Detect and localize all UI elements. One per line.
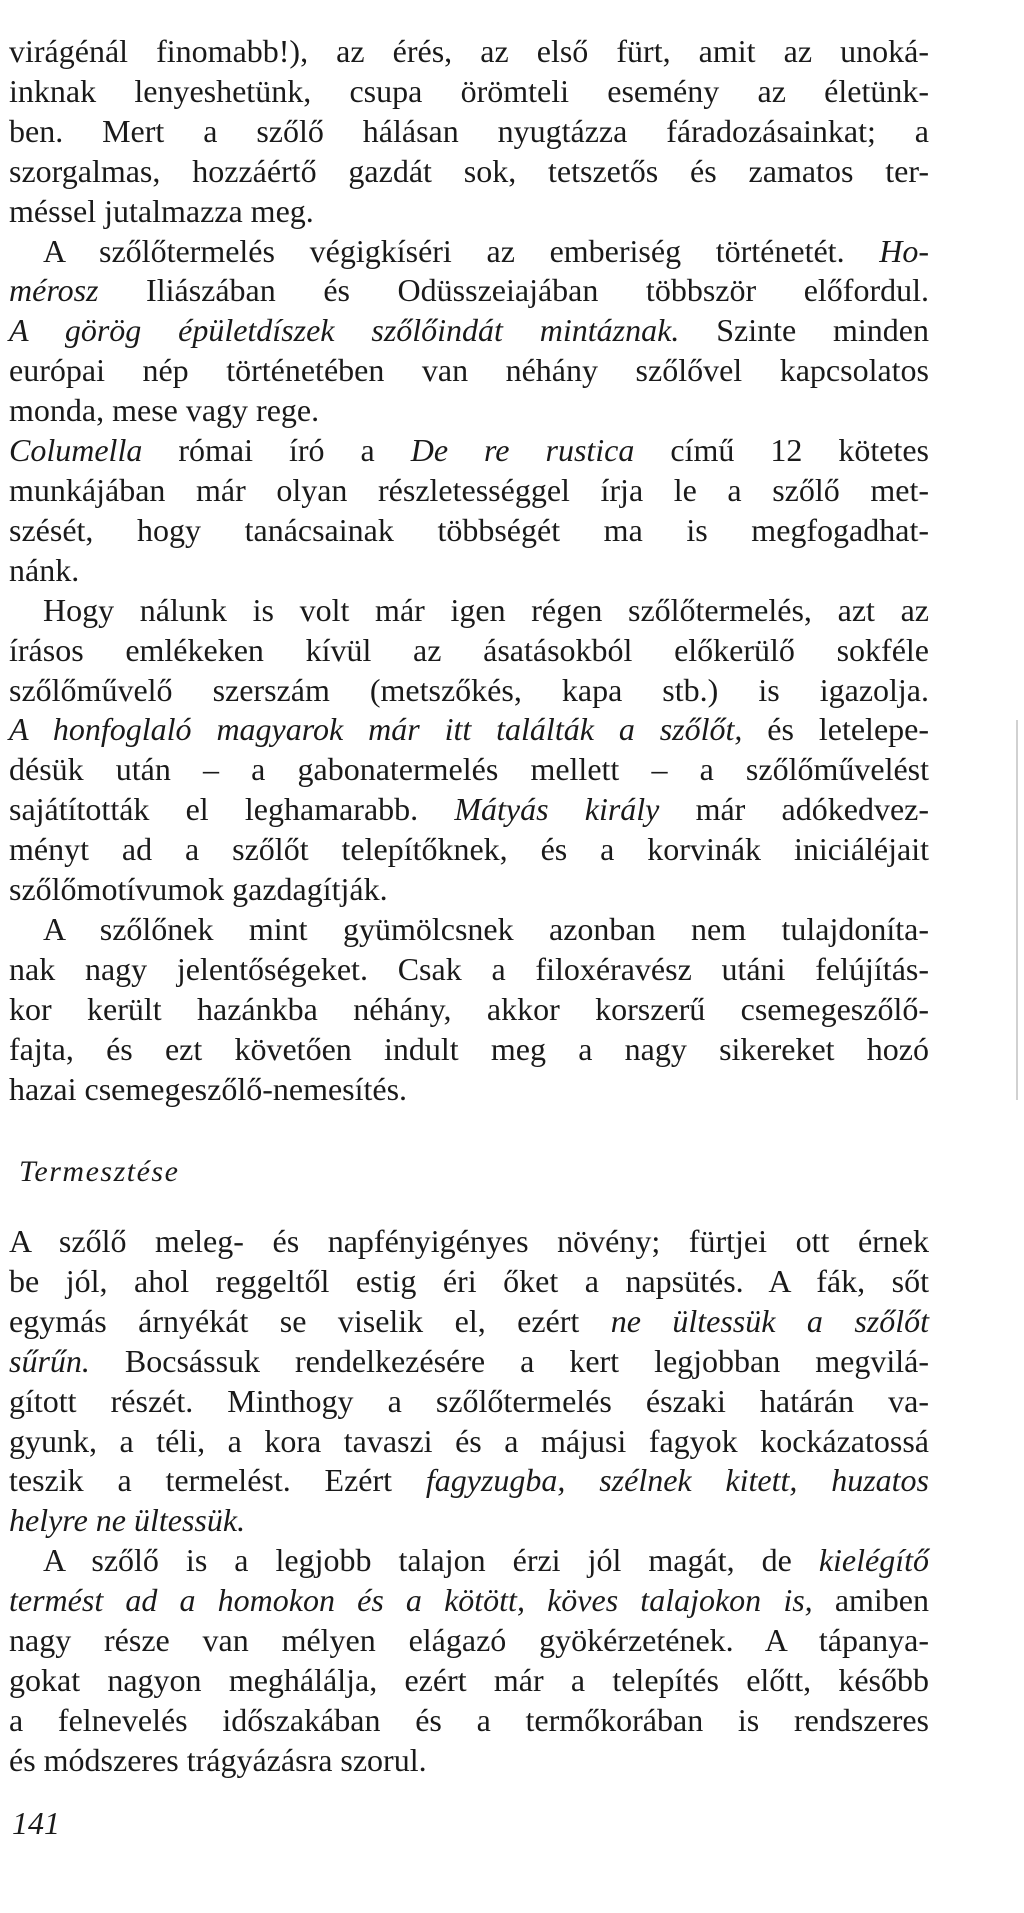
text-run: nak nagy jelentőségeket. Csak a filoxéravész utáni felújítás- xyxy=(9,950,929,987)
page-number: 141 xyxy=(12,1805,60,1841)
text-line xyxy=(9,232,929,272)
text-line xyxy=(9,1030,929,1070)
italic-text: Ho- xyxy=(879,232,929,269)
text-run: gokat nagyon meghálálja, ezért már a telepítés előtt, később xyxy=(9,1661,929,1698)
text-run: munkájában már olyan részletességgel írja le a szőlő met- xyxy=(9,471,929,508)
text-run: amiben xyxy=(812,1582,930,1619)
text-line xyxy=(9,471,929,511)
italic-text: fagyzugba, szélnek kitett, huzatos xyxy=(425,1462,930,1499)
text-line xyxy=(9,351,929,391)
italic-text: helyre ne ültessük. xyxy=(9,1502,246,1539)
text-line xyxy=(9,830,929,870)
text-run: szését, hogy tanácsainak többségét ma is megfogadhat- xyxy=(9,511,929,548)
text-line xyxy=(9,1262,929,1302)
text-line xyxy=(9,152,929,192)
text-run: méssel jutalmazza meg. xyxy=(9,192,314,229)
text-line xyxy=(9,591,929,631)
text-line xyxy=(9,990,929,1030)
italic-text: A honfoglaló magyarok már itt találták a szőlőt, xyxy=(9,711,743,748)
text-run: A szőlő meleg- és napfényigényes növény; fürtjei ott érnek xyxy=(9,1223,929,1259)
text-line xyxy=(9,271,929,311)
text-line xyxy=(9,1382,929,1422)
scan-edge-mark xyxy=(1016,720,1018,1100)
text-line xyxy=(9,671,929,711)
text-run: és letelepe- xyxy=(742,711,930,748)
text-line xyxy=(9,1422,929,1462)
text-run: már adókedvez- xyxy=(659,791,930,828)
text-run: gyunk, a téli, a kora tavaszi és a májusi fagyok kockázatossá xyxy=(9,1422,929,1459)
italic-text: ne ültessük a szőlőt xyxy=(610,1302,930,1339)
text-run: a felnevelés időszakában és a termőkorában is rendszeres xyxy=(9,1701,929,1738)
text-run: monda, mese vagy rege. xyxy=(9,392,320,429)
text-line xyxy=(9,1222,929,1262)
italic-text: sűrűn. xyxy=(9,1342,90,1379)
italic-text: De re rustica xyxy=(410,432,635,469)
text-line xyxy=(9,1541,929,1581)
text-line xyxy=(9,1461,929,1501)
text-run: Iliászában és Odüsszeiajában többször előfordul. xyxy=(98,272,929,309)
text-run: hazai csemegeszőlő-nemesítés. xyxy=(9,1070,408,1107)
text-line xyxy=(9,790,929,830)
body-text-cultivation xyxy=(9,1222,929,1781)
text-line xyxy=(9,710,929,750)
text-line xyxy=(9,32,929,72)
text-run: ményt ad a szőlőt telepítőknek, és a korvinák iniciáléjait xyxy=(9,831,929,868)
text-line xyxy=(9,551,929,591)
text-run: írásos emlékeken kívül az ásatásokból előkerülő sokféle xyxy=(9,631,929,668)
text-run: ben. Mert a szőlő hálásan nyugtázza fáradozásainkat; a xyxy=(9,112,929,149)
italic-text: A görög épületdíszek szőlőindát mintáznak. xyxy=(9,312,680,349)
text-run: désük után – a gabonatermelés mellett – a szőlőművelést xyxy=(9,751,929,788)
text-line xyxy=(9,631,929,671)
text-run: A szőlőtermelés végigkíséri az emberiség történetét. xyxy=(43,232,880,269)
text-line xyxy=(9,1741,929,1781)
text-line xyxy=(9,1661,929,1701)
text-run: szőlőművelő szerszám (metszőkés, kapa stb.) is igazolja. xyxy=(9,671,929,708)
text-run: A szőlő is a legjobb talajon érzi jól magát, de xyxy=(43,1542,819,1579)
text-line xyxy=(9,1701,929,1741)
body-text-history xyxy=(9,32,929,1109)
text-run: Hogy nálunk is volt már igen régen szőlőtermelés, azt az xyxy=(43,591,929,628)
text-run: virágénál finomabb!), az érés, az első fürt, amit az unoká- xyxy=(9,33,929,69)
text-run: szőlőmotívumok gazdagítják. xyxy=(9,871,388,908)
text-line xyxy=(9,870,929,910)
text-line xyxy=(9,72,929,112)
text-run: szorgalmas, hozzáértő gazdát sok, tetszetős és zamatos ter- xyxy=(9,152,929,189)
text-run: Szinte minden xyxy=(679,312,930,349)
text-run: nánk. xyxy=(9,551,80,588)
italic-text: termést ad a homokon és a kötött, köves talajokon is, xyxy=(9,1582,813,1619)
text-line xyxy=(9,431,929,471)
text-run: teszik a termelést. Ezért xyxy=(9,1462,426,1499)
text-line xyxy=(9,311,929,351)
text-run: A szőlőnek mint gyümölcsnek azonban nem tulajdoníta- xyxy=(43,910,929,947)
text-line xyxy=(9,1070,929,1110)
text-run: sajátították el leghamarabb. xyxy=(9,791,455,828)
text-run: fajta, és ezt követően indult meg a nagy sikereket hozó xyxy=(9,1030,929,1067)
italic-text: kielégítő xyxy=(818,1542,929,1579)
text-run: európai nép történetében van néhány szőlővel kapcsolatos xyxy=(9,352,929,389)
text-line xyxy=(9,391,929,431)
text-run: című 12 kötetes xyxy=(634,432,930,469)
text-run: gított részét. Minthogy a szőlőtermelés északi határán va- xyxy=(9,1382,929,1419)
italic-text: Columella xyxy=(9,432,143,469)
text-line xyxy=(9,1501,929,1541)
italic-text: mérosz xyxy=(9,272,99,309)
text-run: be jól, ahol reggeltől estig éri őket a napsütés. A fák, sőt xyxy=(9,1262,929,1299)
text-line xyxy=(9,1621,929,1661)
text-run: nagy része van mélyen elágazó gyökérzetének. A tápanya- xyxy=(9,1622,929,1659)
italic-text: Mátyás király xyxy=(454,791,660,828)
section-heading: Termesztése xyxy=(19,1155,180,1188)
text-line xyxy=(9,1581,929,1621)
text-run: és módszeres trágyázásra szorul. xyxy=(9,1741,427,1778)
text-run: kor került hazánkba néhány, akkor korszerű csemegeszőlő- xyxy=(9,990,929,1027)
text-line xyxy=(9,750,929,790)
text-line xyxy=(9,112,929,152)
text-line xyxy=(9,910,929,950)
text-run: római író a xyxy=(142,432,411,469)
text-line xyxy=(9,511,929,551)
text-line xyxy=(9,1342,929,1382)
text-run: egymás árnyékát se viselik el, ezért xyxy=(9,1302,611,1339)
text-run: Bocsássuk rendelkezésére a kert legjobban megvilá- xyxy=(89,1342,929,1379)
text-run: inknak lenyeshetünk, csupa örömteli esemény az életünk- xyxy=(9,72,929,109)
text-line xyxy=(9,950,929,990)
text-line xyxy=(9,192,929,232)
text-line xyxy=(9,1302,929,1342)
